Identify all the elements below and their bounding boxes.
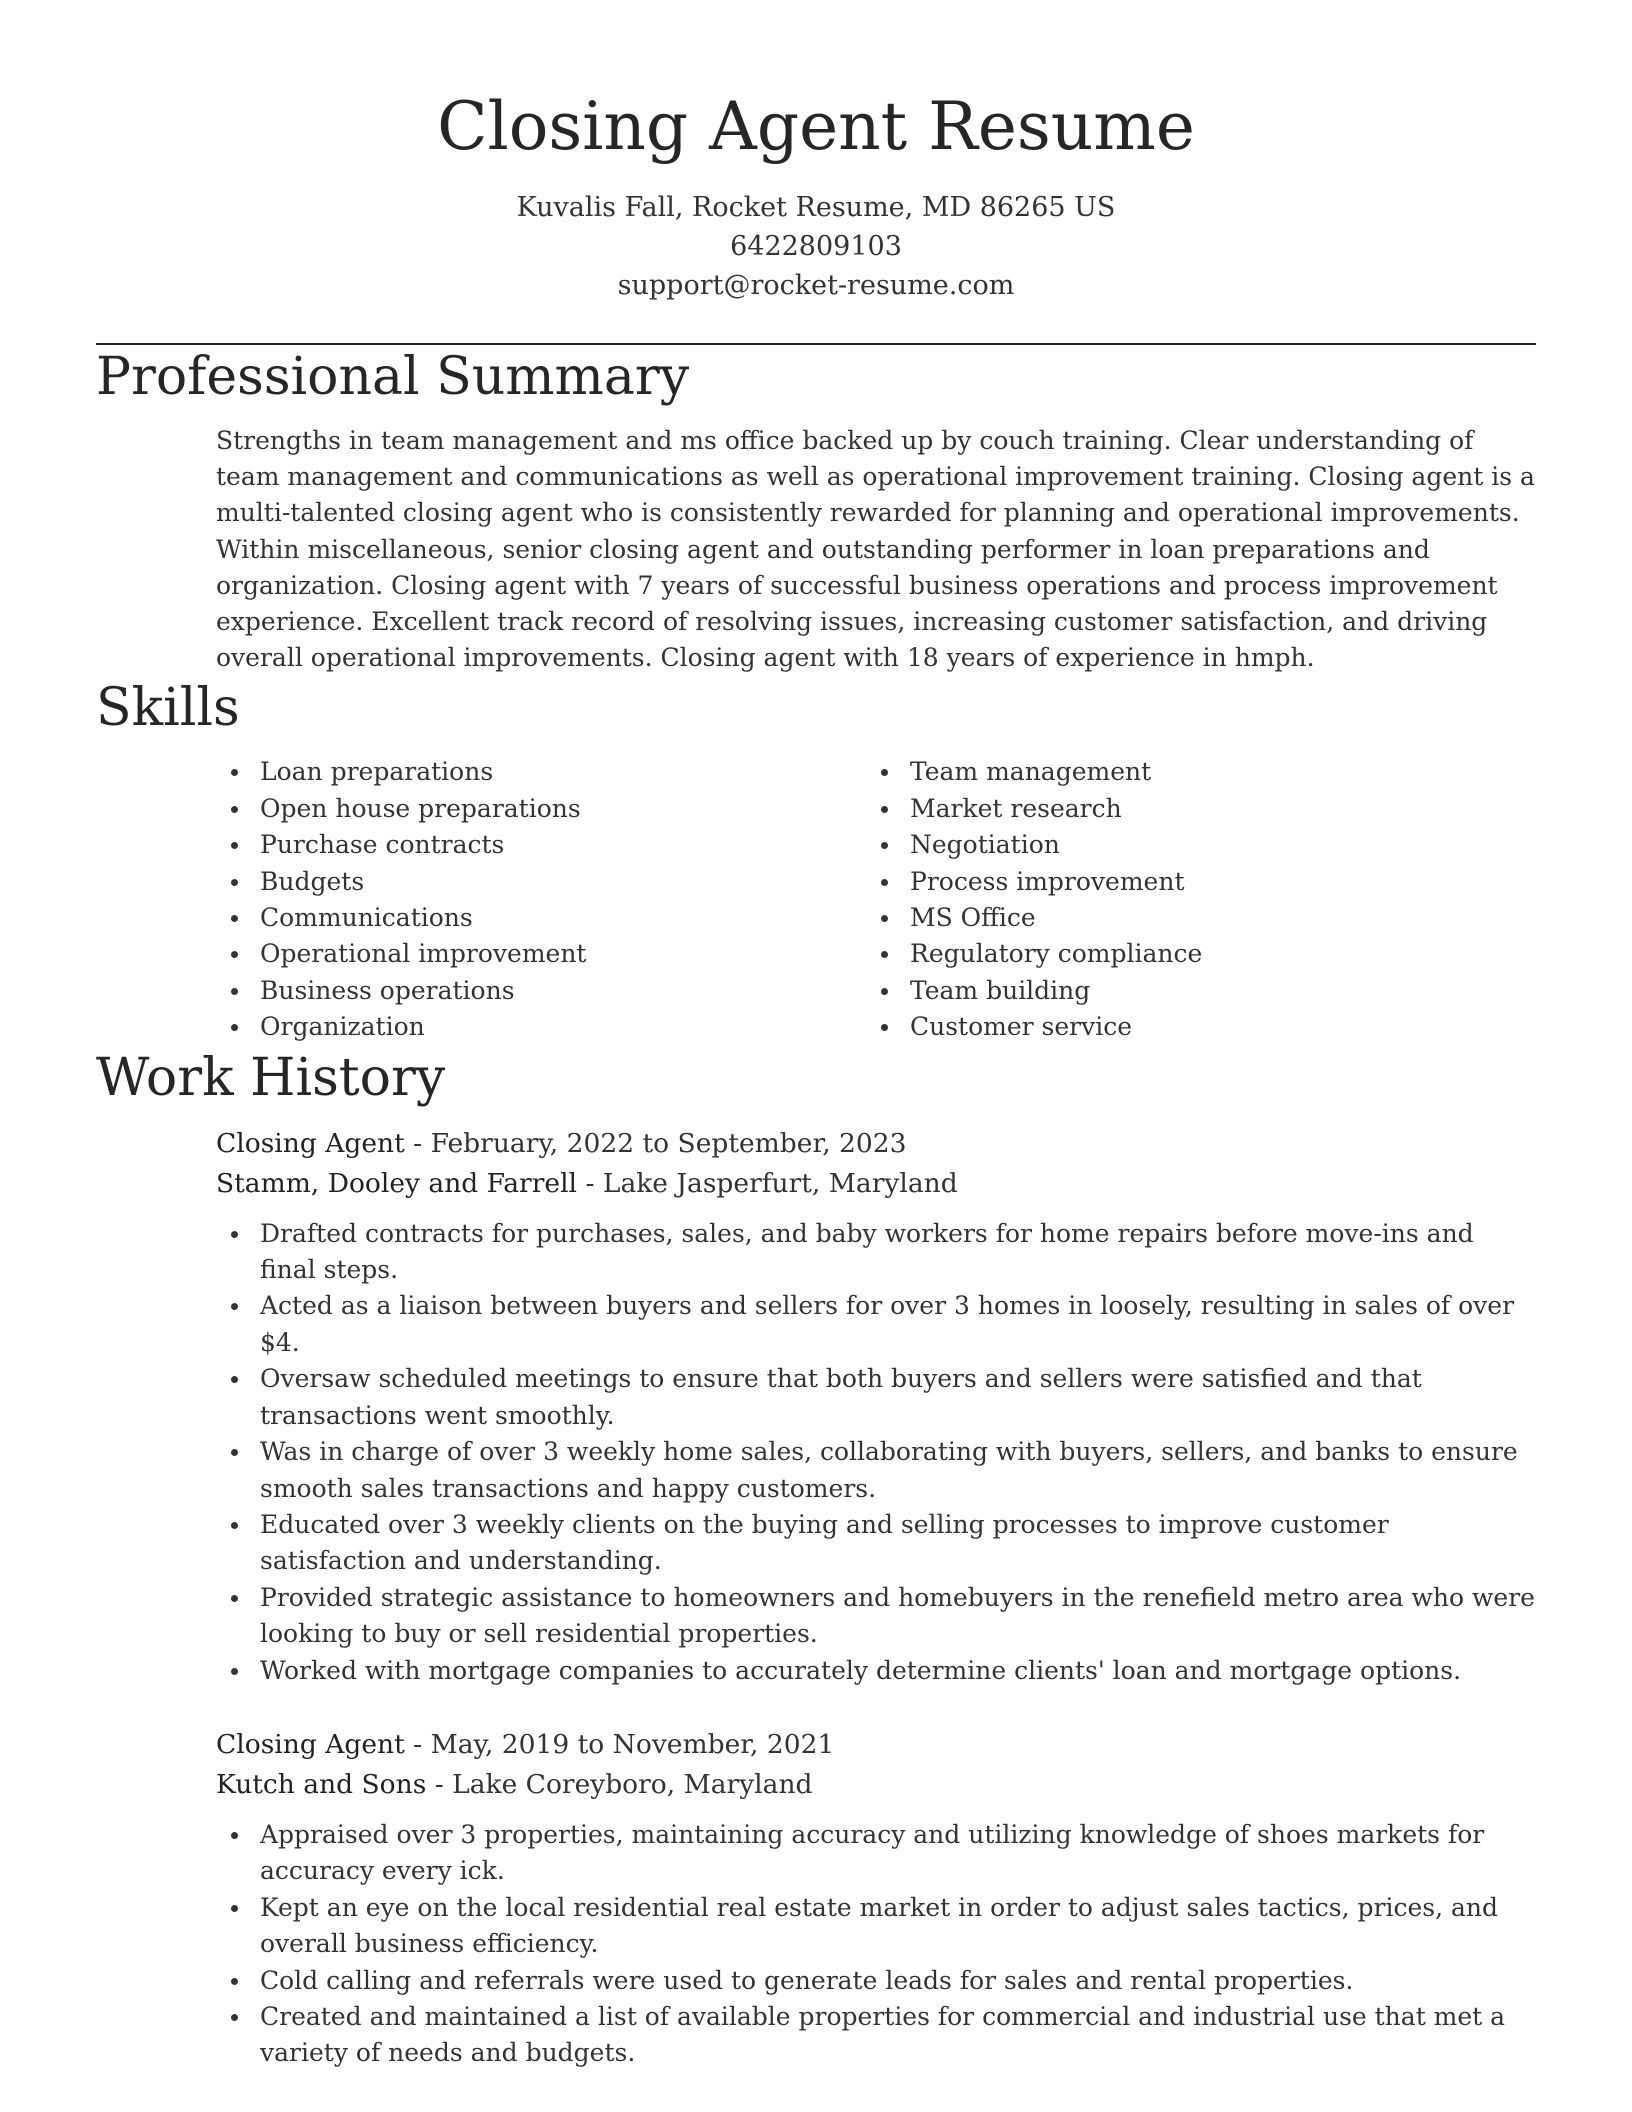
summary-heading: Professional Summary [96, 347, 690, 407]
company-name: Stamm, Dooley and Farrell [216, 1167, 578, 1199]
skill-item: Communications [216, 900, 866, 936]
duty-item: Was in charge of over 3 weekly home sales, collaborating with buyers, sellers, and banks to ensure smooth sales transactions and happy customers. [216, 1434, 1536, 1507]
company-name: Kutch and Sons [216, 1768, 427, 1800]
duty-item: Drafted contracts for purchases, sales, and baby workers for home repairs before move-ins and final steps. [216, 1216, 1536, 1289]
job-title-line [216, 1124, 1536, 1164]
skill-item: MS Office [866, 900, 1516, 936]
job-entry [216, 1725, 1536, 2072]
skill-item: Team management [866, 754, 1516, 790]
job-dates: February, 2022 to September, 2023 [430, 1127, 907, 1159]
email: support@rocket-resume.com [617, 270, 1015, 301]
skill-item: Budgets [216, 864, 866, 900]
skill-item: Open house preparations [216, 791, 866, 827]
skill-item: Operational improvement [216, 936, 866, 972]
duty-item: Provided strategic assistance to homeowners and homebuyers in the renefield metro area who were looking to buy or sell residential properties. [216, 1580, 1536, 1653]
duty-item: Kept an eye on the local residential real estate market in order to adjust sales tactics, prices, and overall business efficiency. [216, 1890, 1536, 1963]
duty-item: Worked with mortgage companies to accurately determine clients' loan and mortgage options. [216, 1653, 1536, 1689]
skill-item: Purchase contracts [216, 827, 866, 863]
job-duties [216, 1817, 1536, 2072]
skill-item: Organization [216, 1009, 866, 1045]
phone: 6422809103 [730, 231, 902, 262]
job-location: Lake Coreyboro, Maryland [452, 1768, 813, 1800]
separator: - [426, 1768, 453, 1800]
skill-item: Regulatory compliance [866, 936, 1516, 972]
duty-item: Acted as a liaison between buyers and sellers for over 3 homes in loosely, resulting in sales of over $4. [216, 1288, 1536, 1361]
job-company-line [216, 1765, 1536, 1805]
skills-list [216, 754, 1536, 1045]
skill-item: Market research [866, 791, 1516, 827]
resume-title: Closing Agent Resume [437, 88, 1195, 165]
resume-page [96, 0, 1536, 2072]
job-duties [216, 1216, 1536, 1689]
skill-item: Business operations [216, 973, 866, 1009]
duty-item: Created and maintained a list of available properties for commercial and industrial use that met a variety of needs and budgets. [216, 1999, 1536, 2072]
skills-column-left [216, 754, 866, 1045]
skill-item: Process improvement [866, 864, 1516, 900]
job-dates: May, 2019 to November, 2021 [430, 1728, 835, 1760]
job-title: Closing Agent [216, 1127, 405, 1159]
duty-item: Educated over 3 weekly clients on the buying and selling processes to improve customer satisfaction and understanding. [216, 1507, 1536, 1580]
work-history-heading: Work History [96, 1047, 446, 1108]
address: Kuvalis Fall, Rocket Resume, MD 86265 US [516, 192, 1116, 223]
separator: - [404, 1127, 431, 1159]
skill-item: Customer service [866, 1009, 1516, 1045]
contact-block [96, 188, 1536, 305]
separator: - [577, 1167, 603, 1199]
job-company-line [216, 1164, 1536, 1204]
job-title-line [216, 1725, 1536, 1765]
resume-header [96, 0, 1536, 305]
summary-text: Strengths in team management and ms office backed up by couch training. Clear understanding of team management and communications as well as operational improvement training. Closing agent is a multi-talented closing agent who is consistently rewarded for planning and operational improvements. Within miscellaneous, senior closing agent and outstanding performer in loan preparations and organization. Closing agent with 7 years of successful business operations and process improvement experience. Excellent track record of resolving issues, increasing customer satisfaction, and driving overall operational improvements. Closing agent with 18 years of experience in hmph. [216, 426, 1535, 673]
skills-heading: Skills [96, 678, 240, 739]
duty-item: Oversaw scheduled meetings to ensure that both buyers and sellers were satisfied and that transactions went smoothly. [216, 1361, 1536, 1434]
skill-item: Team building [866, 973, 1516, 1009]
job-location: Lake Jasperfurt, Maryland [602, 1167, 958, 1199]
separator: - [404, 1728, 431, 1760]
duty-item: Cold calling and referrals were used to generate leads for sales and rental properties. [216, 1963, 1536, 1999]
skills-column-right [866, 754, 1516, 1045]
skill-item: Loan preparations [216, 754, 866, 790]
job-entry [216, 1124, 1536, 1689]
skill-item: Negotiation [866, 827, 1516, 863]
duty-item: Appraised over 3 properties, maintaining accuracy and utilizing knowledge of shoes markets for accuracy every ick. [216, 1817, 1536, 1890]
job-title: Closing Agent [216, 1728, 405, 1760]
